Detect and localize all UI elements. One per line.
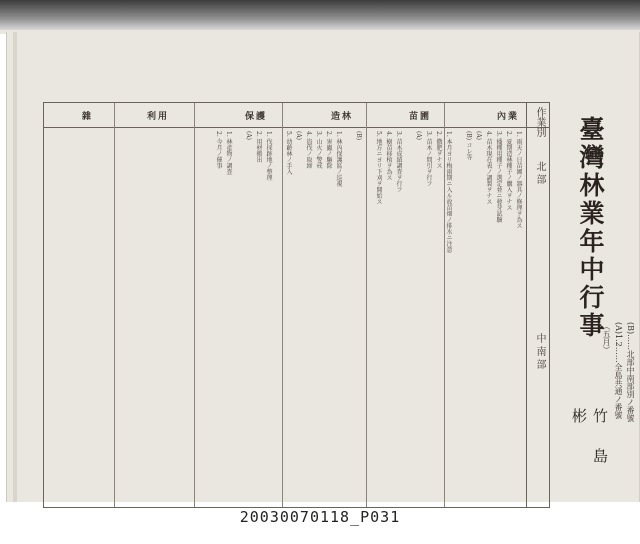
schedule-entry: 4. 樹苗移植ヲ為ス	[385, 131, 392, 181]
schedule-entry: (B) コレ等	[465, 131, 472, 160]
schedule-entry: (A)	[415, 131, 422, 141]
schedule-entry: 1. 雨天ノ日苗圃ノ器具ノ修理ヲ為ス	[515, 131, 522, 229]
schedule-entry: 2. 撒肥ヲナス	[435, 131, 442, 169]
divider	[366, 103, 367, 507]
document-page	[6, 32, 640, 502]
author-name: 竹 島 彬	[570, 408, 609, 473]
schedule-entry: 2. 夏期造林種子ノ購入ヲナス	[505, 131, 512, 211]
schedule-entry: 2. 害蟲ノ驅除	[325, 131, 332, 169]
schedule-entry: (B)	[355, 131, 362, 141]
schedule-entry: 1. 伐採跡地ノ整理	[265, 131, 272, 181]
category-use: 利用	[146, 112, 169, 122]
note-a: (A)1.2……全島共通ノ番號	[614, 322, 623, 419]
note-b: (B)……北部中南部別ノ番號	[626, 322, 635, 423]
schedule-entry: (A)	[475, 131, 482, 141]
divider	[114, 103, 115, 507]
schedule-entry: 4. 盜伐ノ取締	[305, 131, 312, 169]
schedule-entry: 5. 幼齡林ノ手入	[285, 131, 292, 175]
divider	[194, 103, 195, 507]
schedule-entry: 3. 山火ノ警戒	[315, 131, 322, 169]
region-column	[526, 103, 549, 507]
schedule-entry: 1. 本月ヨリ梅雨期ニ入ル故苗畑ノ排水ニ注意	[445, 131, 452, 253]
category-nursery: 苗圃	[408, 112, 431, 122]
category-afforestation: 造林	[330, 112, 353, 122]
schedule-entry: 2. 今月ノ催事	[215, 131, 222, 169]
category-protection: 保護	[244, 112, 267, 122]
schedule-entry: 3. 苗木成績調査ヲ行フ	[395, 131, 402, 193]
region-north: 北 部	[534, 161, 545, 185]
category-header-row	[44, 103, 549, 128]
region-central-south: 中 南 部	[534, 333, 545, 370]
schedule-table	[43, 102, 550, 508]
schedule-entry: 5. 地方ニヨリ下刈ヲ開始ス	[375, 131, 382, 205]
schedule-entry: 1. 林內保護區ノ巡視	[335, 131, 342, 187]
book-spine-shadow	[0, 0, 640, 30]
schedule-entry: 4. 苗木現在表ノ調製ヲナス	[485, 131, 492, 205]
image-caption: 20030070118_P031	[239, 508, 401, 526]
schedule-entry: (A)	[295, 131, 302, 141]
schedule-entry: 2. 用材搬出	[255, 131, 262, 163]
divider	[282, 103, 283, 507]
page-title: 臺灣林業年中行事	[576, 116, 605, 340]
category-misc: 雜	[81, 112, 93, 122]
schedule-entry: 3. 播種用種子ノ選定並ニ發芽試驗	[495, 131, 502, 223]
schedule-entry: 1. 林產物ノ調查	[225, 131, 232, 175]
category-internal: 內業	[496, 112, 519, 122]
schedule-entry: 3. 苗木ノ間引ヲ行フ	[425, 131, 432, 187]
corner-header: 作業別	[534, 107, 545, 137]
schedule-entry: (A)	[245, 131, 252, 141]
month-label: （五月）	[602, 322, 611, 354]
